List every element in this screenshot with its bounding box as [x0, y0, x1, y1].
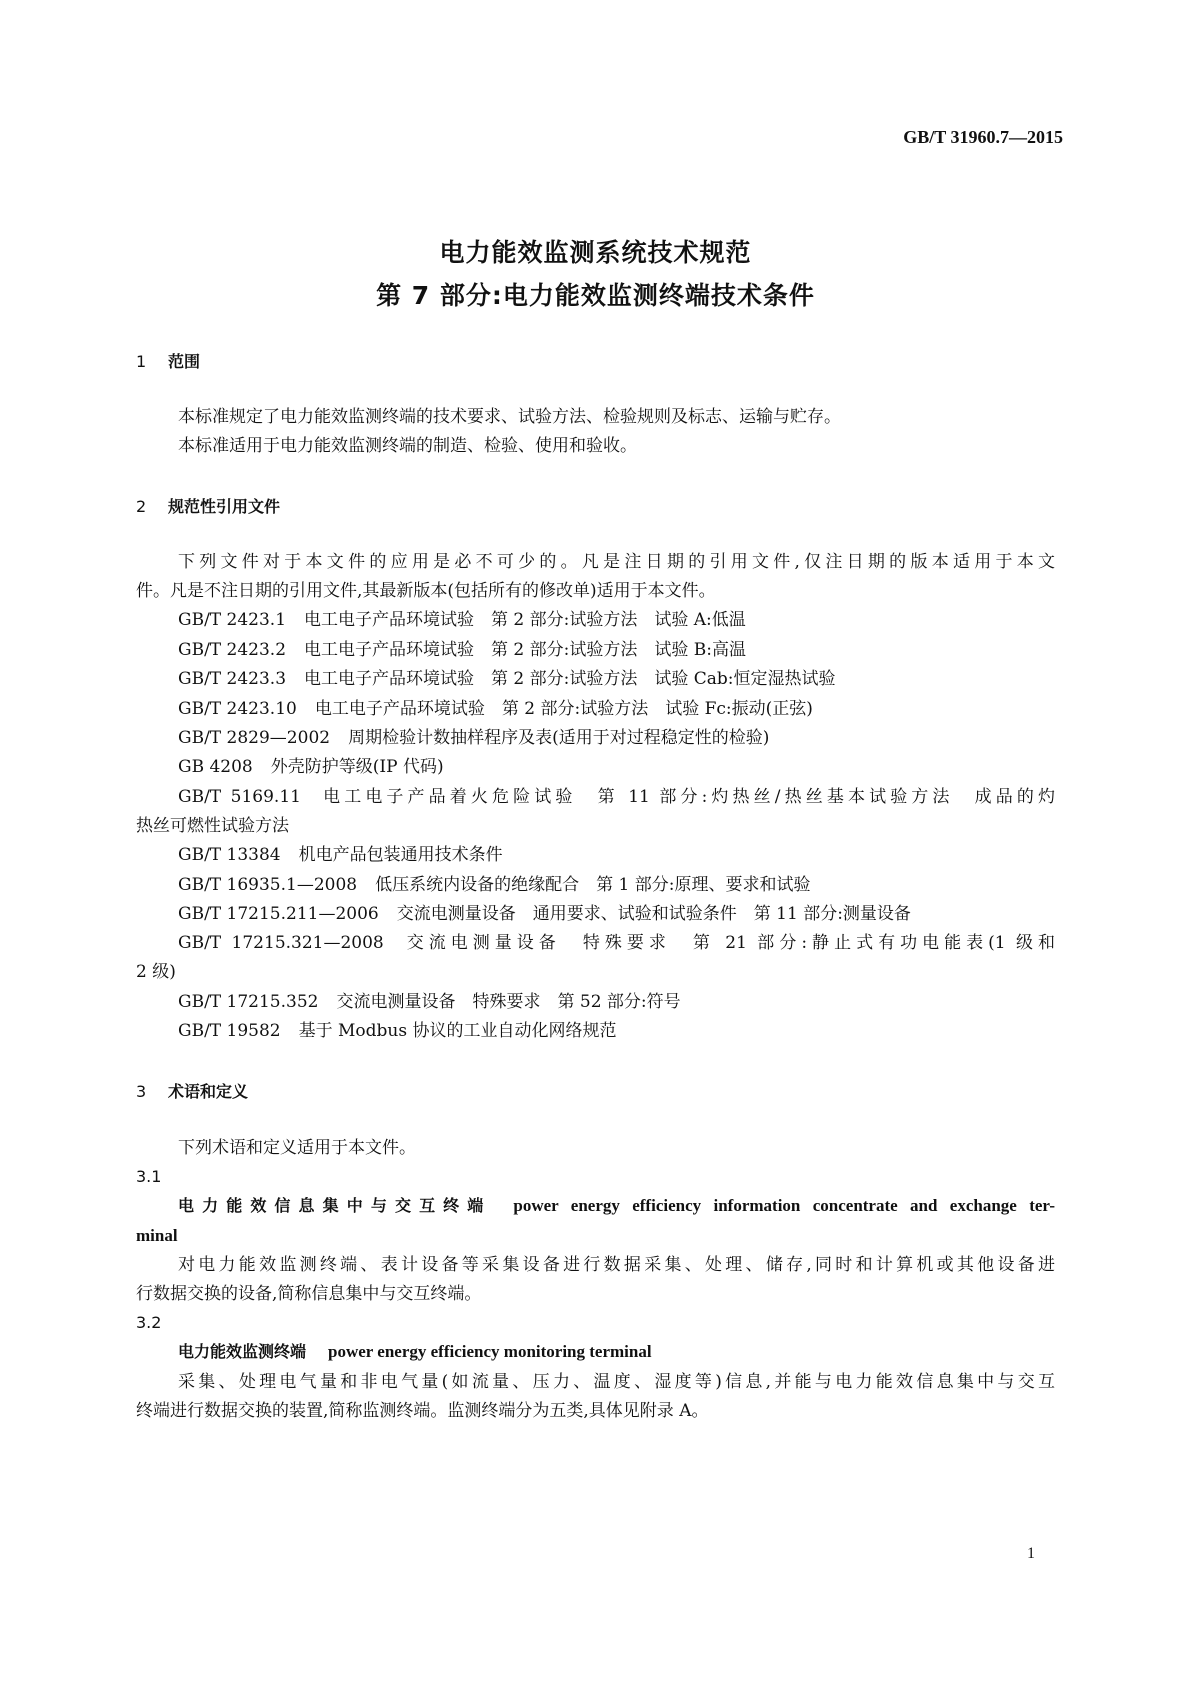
- reference-item: [178, 1019, 1055, 1043]
- reference-title: 机电产品包装通用技术条件: [298, 845, 503, 865]
- section-title: 术语和定义: [168, 1082, 249, 1101]
- paragraph: 下列术语和定义适用于本文件。: [178, 1138, 416, 1158]
- term-heading: [178, 1340, 1055, 1364]
- reference-item: [178, 902, 1055, 926]
- reference-title: 电工电子产品环境试验 第 2 部分:试验方法 试验 A:低温: [304, 610, 746, 630]
- reference-item: [178, 667, 1055, 691]
- page-number: 1: [1027, 1545, 1035, 1562]
- reference-code: GB 4208: [178, 757, 253, 777]
- reference-code: GB/T 17215.211—2006: [178, 904, 379, 924]
- term-definition: 对电力能效监测终端、表计设备等采集设备进行数据采集、处理、储存,同时和计算机或其他设备进: [178, 1255, 1055, 1275]
- term-definition: 行数据交换的设备,简称信息集中与交互终端。: [136, 1284, 482, 1304]
- document-title-line1: 电力能效监测系统技术规范: [439, 238, 752, 267]
- reference-title: 基于 Modbus 协议的工业自动化网络规范: [298, 1021, 617, 1041]
- paragraph: 本标准适用于电力能效监测终端的制造、检验、使用和验收。: [178, 436, 637, 456]
- reference-title: 电工电子产品环境试验 第 2 部分:试验方法 试验 B:高温: [304, 640, 747, 660]
- term-english: power energy efficiency monitoring terminal: [328, 1342, 652, 1361]
- term-definition: 终端进行数据交换的装置,简称监测终端。监测终端分为五类,具体见附录 A。: [136, 1401, 709, 1421]
- reference-code: GB/T 2423.10: [178, 699, 297, 719]
- term-english: power energy efficiency information concentrate and exchange ter-: [513, 1196, 1055, 1215]
- term-chinese: 电力能效信息集中与交互终端: [178, 1196, 492, 1215]
- standard-code: GB/T 31960.7—2015: [903, 127, 1063, 147]
- reference-code: GB/T 2423.2: [178, 640, 287, 660]
- reference-code: GB/T 2423.1: [178, 610, 287, 630]
- reference-code: GB/T 17215.321—2008: [178, 933, 384, 953]
- term-number: 3.1: [136, 1167, 162, 1186]
- reference-item: [178, 931, 1055, 955]
- term-heading-continuation: minal: [136, 1226, 178, 1245]
- reference-item: [178, 726, 1055, 750]
- section-1-heading: [136, 349, 200, 372]
- reference-code: GB/T 16935.1—2008: [178, 875, 358, 895]
- reference-title: 交流电测量设备 特殊要求 第 52 部分:符号: [336, 992, 681, 1012]
- term-chinese: 电力能效监测终端: [178, 1342, 307, 1361]
- term-number: 3.2: [136, 1313, 162, 1332]
- reference-item: [178, 873, 1055, 897]
- section-number: 2: [136, 497, 147, 516]
- document-title-line2: 第 7 部分:电力能效监测终端技术条件: [376, 281, 815, 310]
- reference-item-continuation: 2 级): [136, 962, 176, 982]
- section-2-heading: [136, 494, 280, 517]
- reference-code: GB/T 2829—2002: [178, 728, 331, 748]
- reference-code: GB/T 2423.3: [178, 669, 287, 689]
- reference-item: [178, 608, 1055, 632]
- reference-item-continuation: 热丝可燃性试验方法: [136, 816, 289, 836]
- reference-item: [178, 697, 1055, 721]
- reference-item: [178, 843, 1055, 867]
- paragraph: 件。凡是不注日期的引用文件,其最新版本(包括所有的修改单)适用于本文件。: [136, 581, 716, 601]
- reference-item: [178, 755, 1055, 779]
- section-title: 范围: [168, 352, 201, 371]
- reference-title: 电工电子产品着火危险试验 第 11 部分:灼热丝/热丝基本试验方法 成品的灼: [318, 787, 1055, 807]
- reference-title: 周期检验计数抽样程序及表(适用于对过程稳定性的检验): [348, 728, 770, 748]
- section-number: 3: [136, 1082, 147, 1101]
- section-number: 1: [136, 352, 147, 371]
- reference-code: GB/T 13384: [178, 845, 281, 865]
- reference-code: GB/T 5169.11: [178, 787, 301, 807]
- term-definition: 采集、处理电气量和非电气量(如流量、压力、温度、湿度等)信息,并能与电力能效信息集中与交互: [178, 1372, 1055, 1392]
- reference-title: 交流电测量设备 通用要求、试验和试验条件 第 11 部分:测量设备: [396, 904, 911, 924]
- term-heading: [178, 1194, 1055, 1218]
- paragraph: 本标准规定了电力能效监测终端的技术要求、试验方法、检验规则及标志、运输与贮存。: [178, 407, 841, 427]
- reference-code: GB/T 19582: [178, 1021, 281, 1041]
- reference-item: [178, 990, 1055, 1014]
- reference-title: 交流电测量设备 特殊要求 第 21 部分:静止式有功电能表(1 级和: [401, 933, 1055, 953]
- reference-item: [178, 638, 1055, 662]
- reference-title: 电工电子产品环境试验 第 2 部分:试验方法 试验 Fc:振动(正弦): [314, 699, 813, 719]
- reference-code: GB/T 17215.352: [178, 992, 319, 1012]
- reference-title: 低压系统内设备的绝缘配合 第 1 部分:原理、要求和试验: [375, 875, 811, 895]
- paragraph: 下列文件对于本文件的应用是必不可少的。凡是注日期的引用文件,仅注日期的版本适用于本文: [178, 552, 1055, 572]
- reference-item: [178, 785, 1055, 809]
- section-3-heading: [136, 1079, 248, 1102]
- reference-title: 外壳防护等级(IP 代码): [270, 757, 444, 777]
- reference-title: 电工电子产品环境试验 第 2 部分:试验方法 试验 Cab:恒定湿热试验: [304, 669, 836, 689]
- section-title: 规范性引用文件: [168, 497, 281, 516]
